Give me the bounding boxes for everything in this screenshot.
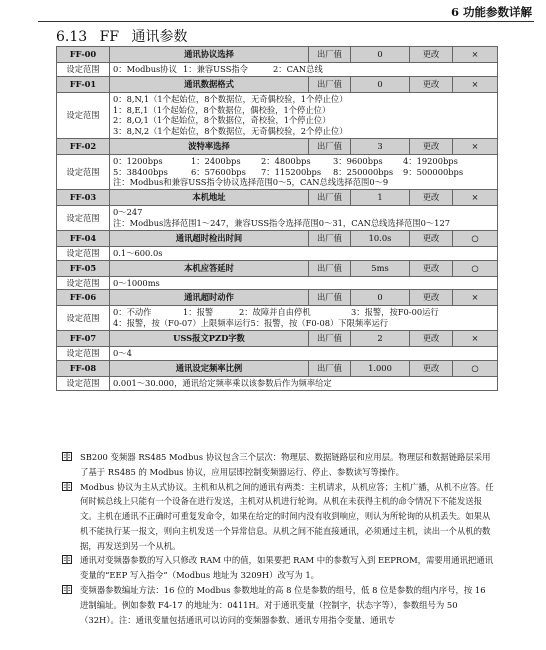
param-range-row [57,376,498,390]
change-label: 更改 [410,330,453,346]
default-label: 出厂值 [309,360,351,376]
range-content [110,276,498,290]
param-header-row [57,290,498,306]
range-line [113,64,494,75]
range-label: 设定范围 [57,206,110,231]
param-header-row [57,190,498,206]
range-line [113,248,494,259]
range-option: 2：故障并自由停机 [239,307,311,318]
param-range-row [57,63,498,77]
range-line [113,167,494,178]
parameter-table [56,46,498,391]
range-content [110,206,498,231]
range-option: 1：报警 [183,307,214,318]
default-value: 10.0s [351,230,410,246]
change-label: 更改 [410,47,453,63]
default-label: 出厂值 [309,290,351,306]
range-line [113,307,494,318]
range-option: 注：Modbus选择范围1～247，兼容USS指令选择范围0～31，CAN总线选择范围0～127 [113,218,451,229]
default-value: 0 [351,76,410,92]
param-code: FF-08 [57,360,110,376]
range-option: 9：500000bps [403,166,464,177]
range-option: 4：19200bps [403,155,458,166]
change-label: 更改 [410,138,453,154]
param-code: FF-00 [57,47,110,63]
range-option: 0：1200bps [113,155,163,166]
range-content [110,246,498,260]
param-range-row [57,306,498,331]
note-item [62,583,494,627]
range-option: 注：Modbus和兼容USS指令协议选择范围0～5，CAN总线选择范围0～9 [113,177,389,188]
range-line [113,94,494,105]
default-value: 2 [351,330,410,346]
param-code: FF-06 [57,290,110,306]
range-option: 3：报警，按F0-00运行 [351,307,439,318]
param-code: FF-03 [57,190,110,206]
change-value: × [453,290,498,306]
range-line [113,156,494,167]
note-text: 通讯对变频器参数的写入只修改 RAM 中的值，如果要把 RAM 中的参数写入到 EEPROM，需要用通讯把通讯变量的“EEP 写入指令”（Modbus 地址为 3209H）改写为 1。 [80,555,494,581]
book-icon [62,452,72,461]
default-value: 5ms [351,260,410,276]
param-header-row [57,330,498,346]
param-code: FF-04 [57,230,110,246]
range-option: 3：8,N,2（1个起始位，8个数据位，无奇偶校验，2个停止位） [113,126,348,137]
range-line [113,378,494,389]
notes-section [62,450,494,627]
book-icon [62,585,72,594]
param-name: 本机地址 [110,190,309,206]
param-name: 通讯设定频率比例 [110,360,309,376]
section-number: 6.13 [56,29,88,45]
range-line [113,105,494,116]
range-label: 设定范围 [57,92,110,138]
default-label: 出厂值 [309,47,351,63]
range-line [113,348,494,359]
chapter-title: 6 功能参数详解 [450,5,532,19]
default-value: 0 [351,290,410,306]
change-value: × [453,138,498,154]
change-label: 更改 [410,260,453,276]
range-line [113,115,494,126]
range-option: 1：2400bps [191,155,241,166]
range-option: 1：8,E,1（1个起始位，8个数据位，偶校验，1个停止位） [113,104,331,115]
default-value: 1.000 [351,360,410,376]
range-option: 0.001～30.000，通讯给定频率乘以该参数后作为频率给定 [113,377,332,388]
param-name: 通讯超时检出时间 [110,230,309,246]
range-label: 设定范围 [57,154,110,189]
range-option: 0：8,N,1（1个起始位，8个数据位，无奇偶校验，1个停止位） [113,93,348,104]
param-name: 通讯数据格式 [110,76,309,92]
note-item [62,450,494,480]
range-label: 设定范围 [57,306,110,331]
change-label: 更改 [410,230,453,246]
param-range-row [57,276,498,290]
change-value: × [453,47,498,63]
range-option: 2：8,O,1（1个起始位，8个数据位，奇校验，1个停止位） [113,115,331,126]
range-option: 5：报警，按（F0-08）下限频率运行 [250,318,389,329]
note-text: 变频器参数编址方法：16 位的 Modbus 参数地址的高 8 位是参数的组号，低 8 位是参数的组内序号，按 16 进制编址。例如参数 F4-17 的地址为：0411H。对于通讯变量（控制字，状态字等），参数组号为 50（32H）。注：通讯变量包括通讯可以访问的变频器参数、通讯专用指令变量、通讯专 [80,585,486,625]
book-icon [62,555,72,564]
default-value: 3 [351,138,410,154]
header-divider [38,21,534,22]
note-text: SB200 变频器 RS485 Modbus 协议包含三个层次：物理层、数据链路层和应用层。物理层和数据链路层采用了基于 RS485 的 Modbus 协议，应用层即控制变频器运行、停止、参数读写等操作。 [80,452,491,477]
range-line [113,218,494,229]
range-option: 2：4800bps [261,155,311,166]
default-label: 出厂值 [309,230,351,246]
range-option: 0～247 [113,207,143,218]
param-code: FF-07 [57,330,110,346]
param-name: USS报文PZD字数 [110,330,309,346]
range-option: 0：Modbus协议 [113,64,177,74]
note-item [62,480,494,554]
default-label: 出厂值 [309,330,351,346]
range-option: 0.1～600.0s [113,247,163,258]
section-title [56,26,196,46]
note-text: Modbus 协议为主从式协议。主机和从机之间的通讯有两类：主机请求，从机应答；主机广播，从机不应答。任何时候总线上只能有一个设备在进行发送，主机对从机进行轮询。从机在未获得主机的命令情况下不能发送报文。主机在通讯不正确时可重复发命令，如果在给定的时间内没有收到响应，则认为所轮询的从机丢失。如果从机不能执行某一报文，则向主机发送一个异常信息。从机之间不能直接通讯，必须通过主机，读出一个从机的数据，再发送到另一个从机。 [80,481,494,551]
range-option: 8：250000bps [333,166,394,177]
range-option: 7：115200bps [261,166,322,177]
param-code: FF-01 [57,76,110,92]
section-code: FF [99,29,120,45]
param-header-row [57,138,498,154]
range-option: 2：CAN总线 [273,64,323,74]
change-label: 更改 [410,190,453,206]
range-line [113,278,494,289]
range-option: 1：兼容USS指令 [183,64,248,74]
range-content [110,154,498,189]
range-line [113,177,494,188]
param-range-row [57,246,498,260]
section-name: 通讯参数 [131,29,188,45]
param-name: 波特率选择 [110,138,309,154]
param-header-row [57,230,498,246]
change-label: 更改 [410,76,453,92]
param-name: 本机应答延时 [110,260,309,276]
range-content [110,306,498,331]
range-option: 5：38400bps [113,166,168,177]
param-name: 通讯超时动作 [110,290,309,306]
change-value: ○ [453,260,498,276]
range-content [110,92,498,138]
range-content [110,376,498,390]
range-content [110,63,498,77]
param-range-row [57,206,498,231]
range-option: 0～4 [113,347,132,358]
range-label: 设定范围 [57,346,110,360]
note-item [62,553,494,583]
range-label: 设定范围 [57,63,110,77]
default-label: 出厂值 [309,260,351,276]
range-option: 3：9600bps [333,155,383,166]
change-value: × [453,190,498,206]
default-value: 1 [351,190,410,206]
param-code: FF-05 [57,260,110,276]
param-header-row [57,76,498,92]
param-range-row [57,92,498,138]
range-line [113,126,494,137]
range-option: 0：不动作 [113,307,152,318]
range-option: 0～1000ms [113,277,160,288]
change-value: ○ [453,360,498,376]
range-line [113,207,494,218]
range-option: 4：报警，按（F0-07）上限频率运行 [113,318,251,329]
default-label: 出厂值 [309,190,351,206]
default-label: 出厂值 [309,138,351,154]
param-name: 通讯协议选择 [110,47,309,63]
range-line [113,318,494,329]
range-label: 设定范围 [57,246,110,260]
default-value: 0 [351,47,410,63]
book-icon [62,482,72,491]
param-range-row [57,346,498,360]
range-label: 设定范围 [57,276,110,290]
param-header-row [57,47,498,63]
param-code: FF-02 [57,138,110,154]
change-label: 更改 [410,360,453,376]
range-content [110,346,498,360]
param-range-row [57,154,498,189]
change-value: × [453,76,498,92]
range-label: 设定范围 [57,376,110,390]
change-label: 更改 [410,290,453,306]
range-option: 6：57600bps [191,166,246,177]
change-value: × [453,330,498,346]
change-value: ○ [453,230,498,246]
default-label: 出厂值 [309,76,351,92]
param-header-row [57,360,498,376]
param-header-row [57,260,498,276]
